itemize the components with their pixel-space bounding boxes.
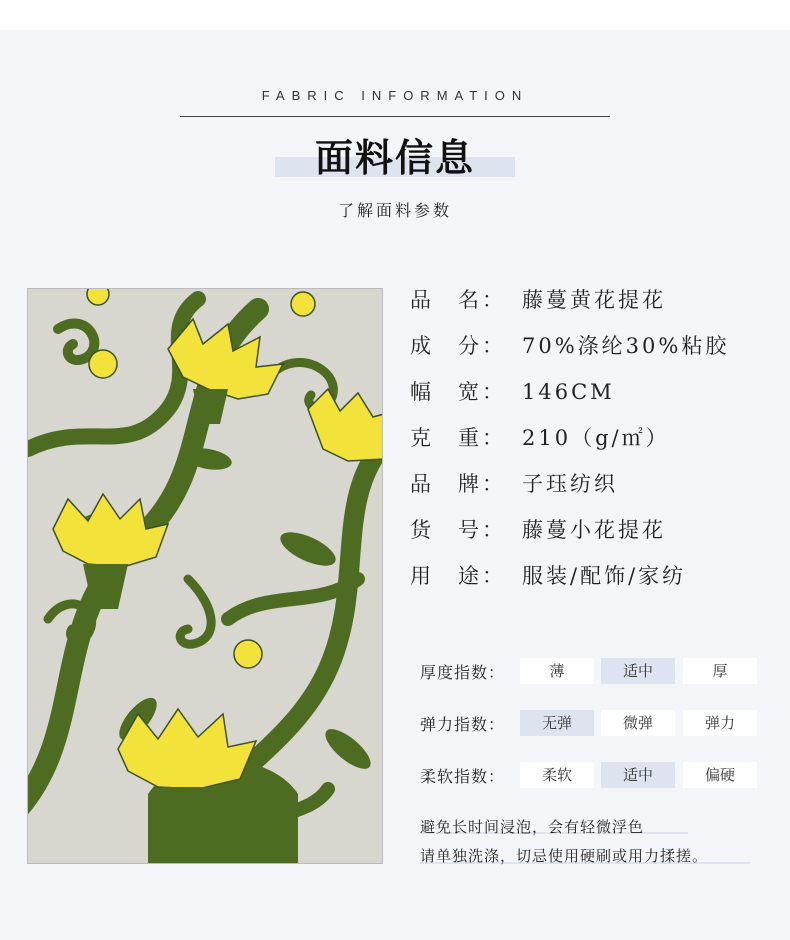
option-no-stretch: 无弹: [520, 710, 594, 736]
spec-value: 服装/配饰/家纺: [522, 564, 687, 588]
spec-label: 品 名：: [410, 288, 506, 312]
english-title: FABRIC INFORMATION: [261, 88, 529, 103]
option-stretch: 弹力: [683, 710, 757, 736]
spec-label: 幅 宽：: [410, 380, 506, 404]
option-stiff: 偏硬: [683, 762, 757, 788]
page-title: 面料信息: [314, 136, 475, 180]
title-divider: [180, 116, 610, 117]
option-slight-stretch: 微弹: [601, 710, 675, 736]
care-note: 避免长时间浸泡，会有轻微浮色: [420, 818, 645, 836]
spec-value: 藤蔓小花提花: [522, 518, 666, 542]
fabric-photo: [27, 288, 383, 864]
index-label: 柔软指数：: [420, 767, 506, 786]
spec-label: 克 重：: [410, 426, 506, 450]
page-subtitle: 了解面料参数: [337, 201, 452, 220]
spec-usage: [410, 560, 686, 590]
spec-composition: [410, 330, 729, 360]
spec-width: [410, 376, 615, 406]
spec-label: 货 号：: [410, 518, 506, 542]
option-thin: 薄: [520, 658, 594, 684]
spec-value: 藤蔓黄花提花: [522, 288, 666, 312]
option-moderate: 适中: [601, 762, 675, 788]
spec-brand: [410, 468, 618, 498]
spec-label: 品 牌：: [410, 472, 506, 496]
spec-value: 子珏纺织: [522, 472, 618, 496]
spec-item-number: [410, 514, 666, 544]
spec-value: 146CM: [522, 380, 615, 404]
option-soft: 柔软: [520, 762, 594, 788]
care-note: 请单独洗涤，切忌使用硬刷或用力揉搓。: [420, 847, 709, 865]
index-label: 厚度指数：: [420, 663, 506, 682]
top-band: [0, 0, 790, 30]
spec-value: 70%涤纶30%粘胶: [522, 334, 730, 358]
spec-label: 成 分：: [410, 334, 506, 358]
spec-value: 210（g/㎡）: [522, 426, 670, 450]
spec-label: 用 途：: [410, 564, 506, 588]
option-medium: 适中: [601, 658, 675, 684]
spec-weight: [410, 422, 670, 452]
option-thick: 厚: [683, 658, 757, 684]
index-label: 弹力指数：: [420, 715, 506, 734]
spec-product-name: [410, 284, 666, 314]
